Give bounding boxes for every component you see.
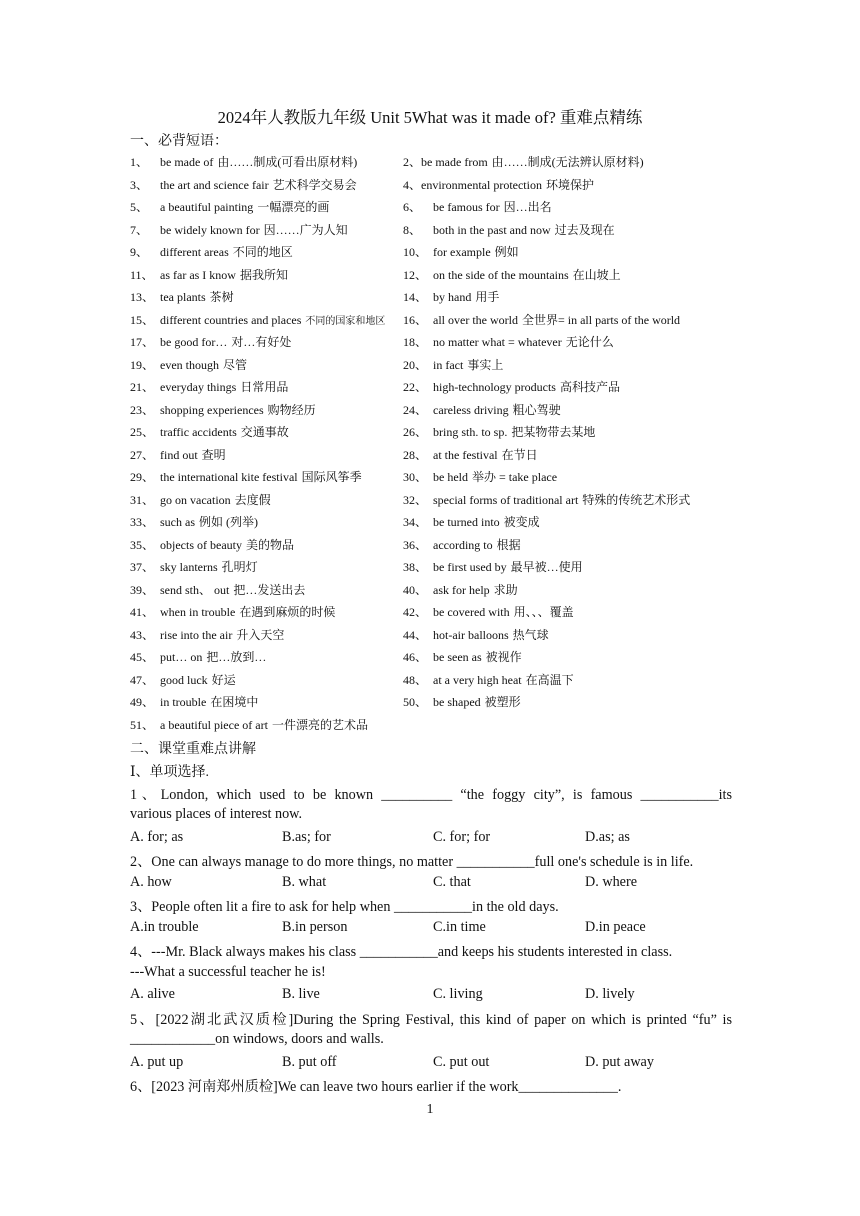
phrase-english: be made from (421, 155, 488, 169)
phrase-chinese: 求助 (493, 582, 518, 597)
phrase-item (403, 221, 615, 238)
phrase-item (130, 356, 247, 373)
question-1-option-b: B.as; for (282, 829, 331, 845)
phrase-english: shopping experiences (160, 402, 264, 417)
phrase-english: even though (160, 357, 219, 372)
phrase-number: 32、 (403, 492, 428, 507)
phrase-number: 15、 (130, 312, 155, 327)
phrase-number: 3、 (130, 177, 149, 192)
phrase-item (403, 648, 522, 665)
phrase-english: a beautiful piece of art (160, 717, 268, 732)
phrase-chinese: 尽管 (223, 357, 248, 372)
phrase-chinese: 不同的地区 (232, 245, 293, 259)
phrase-english: put… on (160, 650, 203, 664)
phrase-english: both in the past and now (433, 222, 551, 237)
phrase-english: rise into the air (160, 627, 233, 642)
phrase-number: 30、 (403, 470, 428, 484)
phrase-english: hot-air balloons (433, 627, 509, 642)
phrase-item (130, 378, 288, 395)
phrase-chinese: 升入天空 (236, 627, 285, 642)
phrase-chinese: 一幅漂亮的画 (257, 200, 330, 214)
phrase-chinese: 热气球 (512, 627, 549, 642)
phrase-item (403, 536, 521, 553)
phrase-item (130, 671, 236, 688)
phrase-item (130, 423, 289, 440)
phrase-chinese: 查明 (201, 447, 226, 462)
phrase-number: 45、 (130, 650, 155, 664)
phrase-number: 11、 (130, 267, 154, 282)
phrase-item (130, 243, 293, 260)
phrase-chinese: 由……制成(可看出原材料) (217, 155, 358, 169)
question-2-option-d: D. where (585, 874, 637, 890)
phrase-chinese: 交通事故 (240, 425, 289, 439)
phrase-english: be held (433, 470, 468, 484)
phrase-english: the art and science fair (160, 177, 269, 192)
phrase-english: high-technology products (433, 380, 556, 394)
phrase-chinese: 用、、、覆盖 (513, 605, 574, 619)
question-3-option-b: B.in person (282, 919, 348, 935)
phrase-item (403, 468, 557, 485)
question-1-option-a: A. for; as (130, 829, 184, 845)
phrase-item (130, 513, 258, 530)
phrase-english: a beautiful painting (160, 200, 254, 214)
phrase-number: 49、 (130, 695, 155, 709)
question-5-option-b: B. put off (282, 1054, 337, 1070)
phrase-number: 38、 (403, 560, 428, 574)
phrase-item (403, 198, 552, 215)
phrase-chinese: 举办 = take place (472, 470, 558, 484)
phrase-item (403, 558, 583, 575)
phrase-chinese: 在高温下 (525, 672, 574, 687)
phrase-english: traffic accidents (160, 425, 237, 439)
phrase-item (403, 266, 621, 283)
phrase-item (130, 693, 258, 710)
question-2-option-c: C. that (433, 874, 471, 890)
phrase-number: 7、 (130, 222, 149, 237)
phrase-item (130, 198, 329, 215)
phrase-english: tea plants (160, 290, 206, 304)
phrase-number: 14、 (403, 290, 428, 304)
phrase-number: 23、 (130, 402, 155, 417)
phrase-chinese: 在遇到麻烦的时候 (239, 605, 336, 619)
question-5-option-c: C. put out (433, 1054, 490, 1070)
phrase-item (130, 221, 348, 238)
phrase-english: environmental protection (421, 177, 542, 192)
phrase-item (403, 446, 538, 463)
phrase-item (403, 423, 595, 440)
phrase-chinese: 用手 (475, 290, 500, 304)
phrase-number: 1、 (130, 155, 149, 169)
phrase-english: careless driving (433, 402, 509, 417)
phrase-chinese: 无论什么 (565, 335, 614, 349)
phrase-item (130, 626, 284, 643)
phrase-chinese: 对…有好处 (231, 335, 292, 349)
phrase-item (403, 513, 540, 530)
phrase-english: good luck (160, 672, 208, 687)
phrase-chinese: 把…放到… (206, 650, 267, 664)
phrase-english: in trouble (160, 695, 207, 709)
question-6: 6、[2023 河南郑州质检]We can leave two hours earlier if the work______________. (130, 1079, 622, 1095)
phrase-item (403, 311, 680, 328)
phrase-chinese: 事实上 (467, 357, 504, 372)
phrase-english: all over the world (433, 312, 518, 327)
phrase-number: 39、 (130, 582, 155, 597)
phrase-number: 28、 (403, 447, 428, 462)
phrase-english: ask for help (433, 582, 490, 597)
phrase-number: 48、 (403, 672, 428, 687)
question-3-option-d: D.in peace (585, 919, 646, 935)
phrase-number: 27、 (130, 447, 155, 462)
phrase-number: 21、 (130, 380, 155, 394)
phrase-item (130, 176, 357, 193)
phrase-english: for example (433, 245, 491, 259)
phrase-item (403, 356, 503, 373)
phrase-chinese: 被变成 (503, 515, 540, 529)
phrase-item (130, 266, 288, 283)
phrase-item (403, 693, 521, 710)
phrase-english: be covered with (433, 605, 510, 619)
phrase-number: 41、 (130, 605, 155, 619)
question-3-option-c: C.in time (433, 919, 486, 935)
phrase-english: such as (160, 515, 195, 529)
question-1-option-d: D.as; as (585, 829, 630, 845)
phrase-number: 10、 (403, 245, 428, 259)
phrase-english: be first used by (433, 560, 507, 574)
phrase-chinese: 由……制成(无法辨认原材料) (491, 155, 644, 169)
phrase-chinese: 不同的国家和地区 (305, 315, 386, 327)
phrase-chinese: 被视作 (485, 650, 522, 664)
phrase-english: no matter what = whatever (433, 335, 562, 349)
phrase-number: 51、 (130, 717, 155, 732)
phrase-item (403, 581, 518, 598)
phrase-english: different countries and places (160, 312, 302, 327)
phrase-english: according to (433, 537, 493, 552)
phrase-item (130, 153, 357, 170)
phrase-number: 8、 (403, 222, 422, 237)
phrase-item (130, 446, 226, 463)
phrase-chinese: 粗心驾驶 (512, 402, 561, 417)
phrase-chinese: 高科技产品 (559, 380, 620, 394)
phrase-english: everyday things (160, 380, 237, 394)
phrase-chinese: 茶树 (209, 290, 234, 304)
phrase-chinese: 好运 (211, 672, 236, 687)
phrase-chinese: 购物经历 (267, 402, 316, 417)
phrase-item (403, 243, 519, 260)
phrase-chinese: 环境保护 (545, 177, 594, 192)
phrase-number: 29、 (130, 470, 155, 484)
question-2-option-b: B. what (282, 874, 327, 890)
question-5-line-2: ____________on windows, doors and walls. (130, 1031, 384, 1047)
phrase-chinese: 据我所知 (239, 267, 288, 282)
phrase-english: go on vacation (160, 492, 231, 507)
phrase-item (403, 333, 614, 350)
phrase-item (403, 491, 690, 508)
phrase-number: 46、 (403, 650, 428, 664)
phrase-english: at a very high heat (433, 672, 522, 687)
question-2-option-a: A. how (130, 874, 172, 890)
phrase-number: 40、 (403, 582, 428, 597)
phrase-item (403, 671, 574, 688)
phrase-number: 35、 (130, 537, 155, 552)
phrase-chinese: 因……广为人知 (263, 222, 348, 237)
phrase-number: 47、 (130, 672, 155, 687)
question-4-line-1: 4、---Mr. Black always makes his class ___________and keeps his students interested in class. (130, 944, 673, 960)
phrase-english: be shaped (433, 695, 481, 709)
phrase-number: 44、 (403, 627, 428, 642)
phrase-number: 20、 (403, 357, 428, 372)
phrase-english: be widely known for (160, 222, 260, 237)
phrase-item (403, 153, 644, 170)
phrase-item (403, 378, 620, 395)
phrase-number: 5、 (130, 200, 149, 214)
phrase-chinese: 因…出名 (503, 200, 552, 214)
phrase-item (130, 491, 271, 508)
phrase-item (130, 716, 368, 733)
phrase-english: in fact (433, 357, 464, 372)
phrase-number: 33、 (130, 515, 155, 529)
phrase-english: special forms of traditional art (433, 492, 579, 507)
phrase-english: bring sth. to sp. (433, 425, 508, 439)
phrase-chinese: 艺术科学交易会 (272, 177, 357, 192)
phrase-item (130, 401, 316, 418)
phrase-chinese: 在困境中 (210, 695, 259, 709)
phrase-chinese: 例如 (列举) (199, 515, 258, 529)
phrase-number: 17、 (130, 335, 155, 349)
phrase-english: when in trouble (160, 605, 236, 619)
phrase-item (403, 401, 561, 418)
phrase-number: 26、 (403, 425, 428, 439)
phrase-chinese: 把…发送出去 (233, 582, 306, 597)
page-title: 2024年人教版九年级 Unit 5What was it made of? 重难点精练 (217, 108, 643, 127)
question-5-option-a: A. put up (130, 1054, 184, 1070)
phrase-english: at the festival (433, 447, 498, 462)
phrase-chinese: 孔明灯 (221, 560, 258, 574)
phrase-number: 34、 (403, 515, 428, 529)
question-4-option-b: B. live (282, 986, 320, 1002)
question-4-option-c: C. living (433, 986, 483, 1002)
phrase-item (130, 311, 385, 328)
phrase-number: 13、 (130, 290, 155, 304)
page-number: 1 (426, 1102, 434, 1117)
phrase-english: be good for… (160, 335, 228, 349)
phrase-chinese: 美的物品 (245, 537, 294, 552)
phrase-item (403, 288, 499, 305)
phrase-english: sky lanterns (160, 560, 218, 574)
question-3-option-a: A.in trouble (130, 919, 199, 935)
phrase-item (130, 536, 294, 553)
phrase-number: 37、 (130, 560, 155, 574)
phrase-english: objects of beauty (160, 537, 242, 552)
question-4-line-2: ---What a successful teacher he is! (130, 964, 326, 980)
question-3: 3、People often lit a fire to ask for help when ___________in the old days. (130, 899, 559, 915)
phrase-english: on the side of the mountains (433, 267, 569, 282)
phrase-number: 12、 (403, 267, 428, 282)
phrase-number: 50、 (403, 695, 428, 709)
phrase-item (130, 603, 335, 620)
section-heading-lecture: 二、课堂重难点讲解 (130, 742, 256, 757)
phrase-number: 24、 (403, 402, 428, 417)
phrase-number: 42、 (403, 605, 428, 619)
phrase-chinese: 去度假 (234, 492, 271, 507)
phrase-chinese: 根据 (496, 537, 521, 552)
phrase-chinese: 过去及现在 (554, 222, 615, 237)
phrase-number: 16、 (403, 312, 428, 327)
question-1-line-1: 1、London, which used to be known __________ “the foggy city”, is famous ___________its (130, 787, 732, 803)
phrase-chinese: 一件漂亮的艺术品 (271, 717, 368, 732)
phrase-item (403, 603, 574, 620)
phrase-number: 2、 (403, 155, 422, 169)
phrase-item (130, 648, 266, 665)
question-1-line-2: various places of interest now. (130, 806, 303, 822)
phrase-item (403, 176, 594, 193)
phrase-number: 9、 (130, 245, 149, 259)
question-2: 2、One can always manage to do more things, no matter ___________full one's schedule is in life. (130, 854, 694, 870)
phrase-number: 6、 (403, 200, 422, 214)
phrase-english: the international kite festival (160, 470, 298, 484)
question-4-option-a: A. alive (130, 986, 175, 1002)
phrase-chinese: 全世界= in all parts of the world (521, 312, 681, 327)
phrase-chinese: 在节日 (501, 447, 538, 462)
phrase-number: 18、 (403, 335, 428, 349)
question-4-option-d: D. lively (585, 986, 635, 1002)
part-heading-choice: Ⅰ、单项选择. (130, 765, 210, 780)
phrase-chinese: 日常用品 (240, 380, 289, 394)
phrase-chinese: 把某物带去某地 (511, 425, 596, 439)
phrase-english: be made of (160, 155, 214, 169)
phrase-number: 4、 (403, 177, 422, 192)
phrase-chinese: 在山坡上 (572, 267, 621, 282)
question-5-option-d: D. put away (585, 1054, 654, 1070)
phrase-number: 31、 (130, 492, 155, 507)
phrase-number: 43、 (130, 627, 155, 642)
phrase-chinese: 例如 (494, 245, 519, 259)
phrase-chinese: 特殊的传统艺术形式 (582, 492, 691, 507)
question-1-option-c: C. for; for (433, 829, 491, 845)
phrase-english: be famous for (433, 200, 500, 214)
phrase-number: 19、 (130, 357, 155, 372)
phrase-number: 36、 (403, 537, 428, 552)
phrase-item (130, 288, 234, 305)
phrase-english: find out (160, 447, 198, 462)
phrase-english: send sth、 out (160, 582, 230, 597)
phrase-item (403, 626, 549, 643)
phrase-english: as far as I know (160, 267, 236, 282)
phrase-number: 22、 (403, 380, 428, 394)
phrase-english: be seen as (433, 650, 482, 664)
phrase-english: different areas (160, 245, 229, 259)
phrase-item (130, 581, 305, 598)
section-heading-phrases: 一、必背短语： (130, 134, 228, 149)
phrase-english: be turned into (433, 515, 500, 529)
phrase-item (130, 333, 291, 350)
question-5-line-1: 5、[2022湖北武汉质检]During the Spring Festival, this kind of paper on which is printed “fu” is (130, 1012, 732, 1028)
phrase-chinese: 被塑形 (484, 695, 521, 709)
phrase-chinese: 国际风筝季 (301, 470, 362, 484)
phrase-chinese: 最早被…使用 (510, 560, 583, 574)
phrase-item (130, 468, 362, 485)
phrase-item (130, 558, 258, 575)
phrase-english: by hand (433, 290, 472, 304)
phrase-number: 25、 (130, 425, 155, 439)
